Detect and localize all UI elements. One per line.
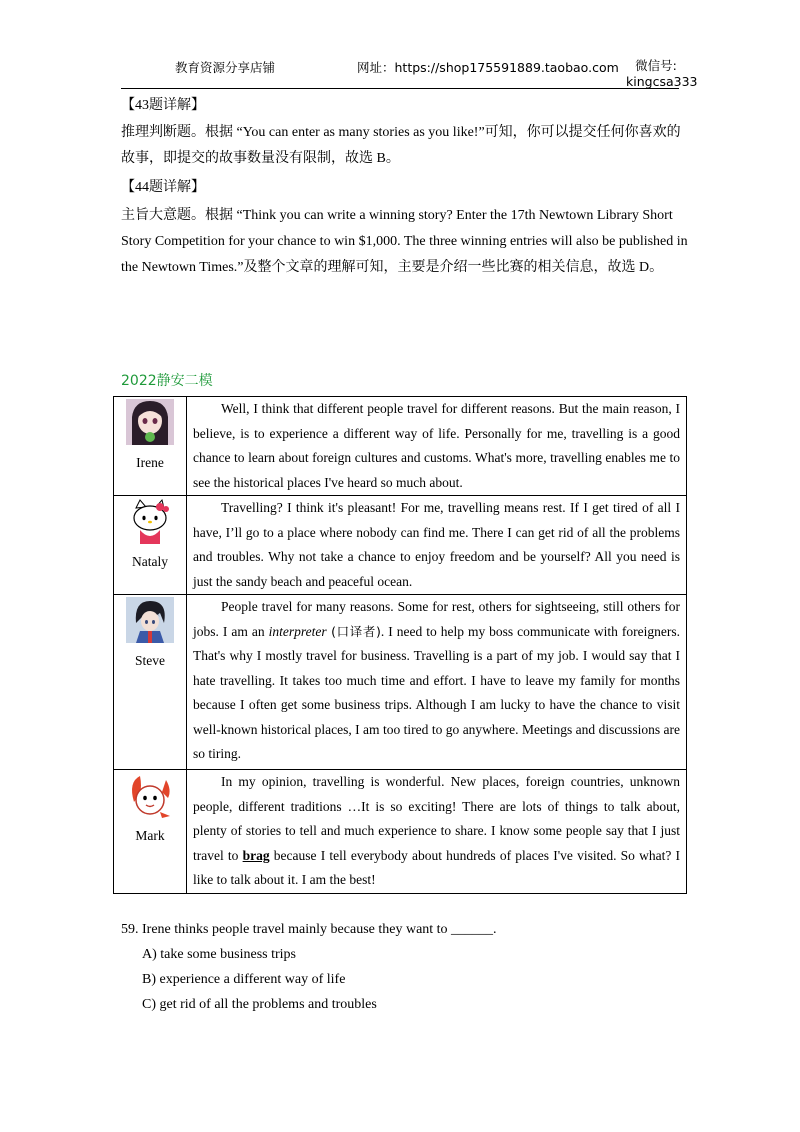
cartoon-rabbit-avatar-icon	[126, 772, 174, 818]
person-statement: Travelling? I think it's pleasant! For me, travelling means rest. If I get tired of all I have, I’ll go to a place where nobody can find me. There I can get rid of all the problems and troubles. Why not take a chance to enjoy freedom and be yourself? All you need is just the sandy beach and peaceful ocean.	[187, 496, 687, 595]
q43-explanation: 推理判断题。根据 “You can enter as many stories as you like!”可知，你可以提交任何你喜欢的故事，即提交的故事数量没有限制，故选 B。	[121, 125, 681, 166]
answer-option-c[interactable]: C) get rid of all the problems and troubles	[142, 997, 377, 1012]
table-row	[114, 496, 687, 595]
table-row	[114, 397, 687, 496]
shop-name: 教育资源分享店铺	[175, 60, 276, 75]
table-row	[114, 595, 687, 770]
table-row	[114, 770, 687, 894]
question-59	[121, 917, 497, 1017]
statement-part: because I tell everybody about hundreds of places I've visited. So what? I like to talk about it. I am the best!	[193, 847, 680, 887]
person-name: Nataly	[132, 554, 168, 569]
q44-explanation: 主旨大意题。根据 “Think you can write a winning story? Enter the 17th Newtown Library Short Story Competition for your chance to win $1,000. The three winning entries will also be published in the Newtown Times.”及整个文章的理解可知，主要是介绍一些比赛的相关信息，故选 D。	[121, 208, 688, 275]
people-table	[113, 396, 687, 894]
person-cell	[114, 496, 187, 595]
shop-url: 网址：https://shop175591889.taobao.com	[357, 60, 619, 75]
person-statement	[187, 595, 687, 770]
header-divider	[121, 88, 679, 89]
q44-heading: 【44题详解】	[121, 180, 205, 195]
answer-option-b[interactable]: B) experience a different way of life	[142, 972, 346, 987]
question-stem: 59. Irene thinks people travel mainly because they want to ______.	[121, 922, 497, 937]
interpreter-term: interpreter	[268, 623, 327, 639]
person-cell	[114, 770, 187, 894]
q43-heading: 【43题详解】	[121, 98, 205, 113]
answer-option-a[interactable]: A) take some business trips	[142, 947, 296, 962]
statement-part: People travel for many reasons. Some for rest, others for sightseeing, still others for jobs. I am an	[193, 599, 680, 639]
person-name: Mark	[135, 828, 165, 843]
person-statement: Well, I think that different people travel for different reasons. But the main reason, I believe, is to experience a different way of life. Personally for me, travelling is a good chance to learn about foreign cultures and customs. What's more, travelling enables me to see the historical places I've heard so much about.	[187, 397, 687, 496]
brag-term: brag	[242, 847, 270, 863]
statement-part: In my opinion, travelling is wonderful. New places, foreign countries, unknown people, different traditions …It is so exciting! There are lots of things to talk about, plenty of stories to tell and much experience to share. I know some people say that I just travel to	[193, 774, 680, 863]
wechat-id: 微信号: kingcsa333	[626, 58, 698, 89]
section-title: 2022静安二模	[121, 373, 213, 389]
anime-boy-avatar-icon	[126, 597, 174, 643]
page-header	[0, 0, 800, 90]
anime-girl-avatar-icon	[126, 399, 174, 445]
person-name: Steve	[135, 653, 165, 668]
hello-kitty-avatar-icon	[126, 498, 174, 544]
statement-part: . I need to help my boss communicate with foreigners. That's why I mostly travel for business. Travelling is a part of my job. I would say that I hate travelling. It takes too much time and effort. I have to leave my family for months because I often get some business trips. Although I am lucky to have the chance to visit well-known historical places, I am too tired to go anywhere. Meetings and discussions are so tiring.	[193, 623, 680, 761]
person-cell	[114, 595, 187, 770]
person-name: Irene	[136, 455, 164, 470]
chinese-gloss: (口译者)	[326, 623, 381, 639]
person-statement	[187, 770, 687, 894]
person-cell	[114, 397, 187, 496]
